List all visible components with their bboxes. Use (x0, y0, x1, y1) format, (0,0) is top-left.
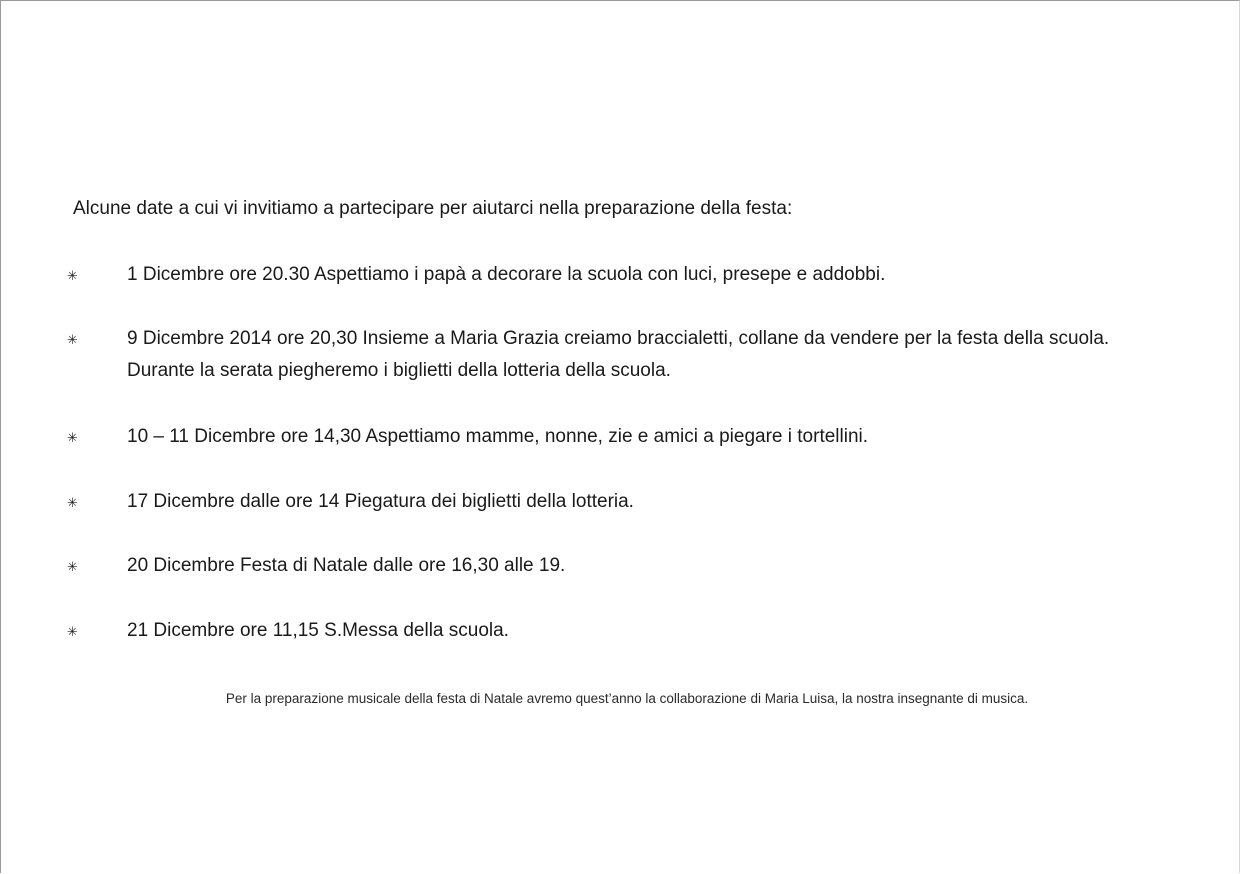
list-item-text: 1 Dicembre ore 20.30 Aspettiamo i papà a decorare la scuola con luci, presepe e addobbi. (127, 264, 886, 285)
list-item-text: 20 Dicembre Festa di Natale dalle ore 16,30 alle 19. (127, 555, 566, 576)
list-item-text: 9 Dicembre 2014 ore 20,30 Insieme a Maria Grazia creiamo braccialetti, collane da vendere per la festa della scuola. Durante la serata piegheremo i biglietti della lotteria della scuola. (127, 328, 1110, 381)
asterisk-bullet-icon: ✳ (67, 495, 78, 510)
footnote-text: Per la preparazione musicale della festa di Natale avremo quest’anno la collaborazione di Maria Luisa, la nostra insegnante di musica. (225, 691, 1029, 706)
asterisk-bullet-icon: ✳ (67, 268, 78, 283)
asterisk-bullet-icon: ✳ (67, 624, 78, 639)
list-item-text: 10 – 11 Dicembre ore 14,30 Aspettiamo mamme, nonne, zie e amici a piegare i tortellini. (127, 426, 869, 447)
asterisk-bullet-icon: ✳ (67, 332, 78, 347)
asterisk-bullet-icon: ✳ (67, 559, 78, 574)
list-item-text: 17 Dicembre dalle ore 14 Piegatura dei biglietti della lotteria. (127, 491, 634, 512)
list-item-text: 21 Dicembre ore 11,15 S.Messa della scuola. (127, 620, 509, 641)
asterisk-bullet-icon: ✳ (67, 430, 78, 445)
intro-text: Alcune date a cui vi invitiamo a partecipare per aiutarci nella preparazione della festa: (73, 198, 793, 219)
